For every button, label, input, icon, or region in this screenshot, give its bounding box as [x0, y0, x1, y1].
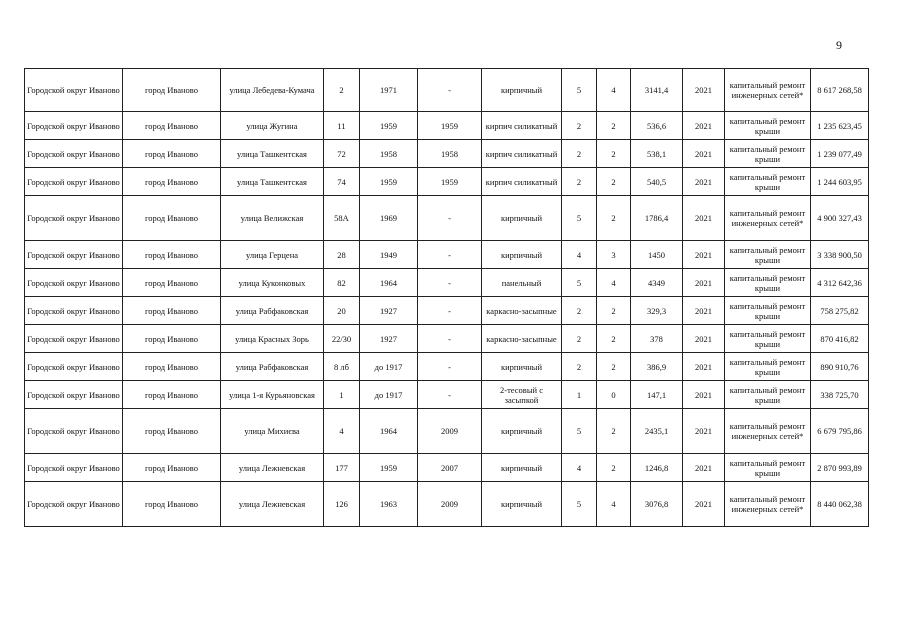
district-cell: Городской округ Иваново [25, 454, 123, 482]
plan-year-cell: 2021 [683, 482, 725, 527]
street-cell: улица Лебедева-Кумача [221, 69, 324, 112]
year-renovation-cell: - [418, 269, 482, 297]
year-renovation-cell: 1958 [418, 140, 482, 168]
area-cell: 538,1 [631, 140, 683, 168]
area-cell: 378 [631, 325, 683, 353]
floors-cell: 2 [562, 297, 597, 325]
district-cell: Городской округ Иваново [25, 381, 123, 409]
house-number-cell: 126 [324, 482, 360, 527]
year-built-cell: 1959 [360, 112, 418, 140]
city-cell: город Иваново [123, 353, 221, 381]
cost-cell: 870 416,82 [811, 325, 869, 353]
wall-material-cell: кирпичный [482, 69, 562, 112]
street-cell: улица Ташкентская [221, 140, 324, 168]
wall-material-cell: кирпичный [482, 241, 562, 269]
floors-cell: 5 [562, 196, 597, 241]
entrances-cell: 2 [597, 297, 631, 325]
house-number-cell: 8 лб [324, 353, 360, 381]
year-built-cell: 1958 [360, 140, 418, 168]
cost-cell: 8 440 062,38 [811, 482, 869, 527]
entrances-cell: 0 [597, 381, 631, 409]
cost-cell: 1 239 077,49 [811, 140, 869, 168]
table-row [25, 112, 869, 140]
table-row [25, 69, 869, 112]
table-row [25, 196, 869, 241]
work-type-cell: капитальный ремонт инженерных сетей* [725, 482, 811, 527]
house-number-cell: 20 [324, 297, 360, 325]
wall-material-cell: кирпич силикатный [482, 168, 562, 196]
wall-material-cell: кирпич силикатный [482, 140, 562, 168]
cost-cell: 758 275,82 [811, 297, 869, 325]
district-cell: Городской округ Иваново [25, 168, 123, 196]
city-cell: город Иваново [123, 241, 221, 269]
year-renovation-cell: - [418, 325, 482, 353]
district-cell: Городской округ Иваново [25, 112, 123, 140]
table-row [25, 353, 869, 381]
table-row [25, 409, 869, 454]
year-built-cell: 1959 [360, 454, 418, 482]
street-cell: улица Михиєва [221, 409, 324, 454]
district-cell: Городской округ Иваново [25, 140, 123, 168]
area-cell: 4349 [631, 269, 683, 297]
district-cell: Городской округ Иваново [25, 69, 123, 112]
plan-year-cell: 2021 [683, 140, 725, 168]
plan-year-cell: 2021 [683, 454, 725, 482]
house-number-cell: 28 [324, 241, 360, 269]
entrances-cell: 4 [597, 269, 631, 297]
year-built-cell: до 1917 [360, 381, 418, 409]
floors-cell: 2 [562, 325, 597, 353]
city-cell: город Иваново [123, 381, 221, 409]
floors-cell: 2 [562, 140, 597, 168]
wall-material-cell: кирпичный [482, 454, 562, 482]
city-cell: город Иваново [123, 454, 221, 482]
work-type-cell: капитальный ремонт крыши [725, 269, 811, 297]
plan-year-cell: 2021 [683, 325, 725, 353]
year-renovation-cell: 2009 [418, 482, 482, 527]
street-cell: улица Лежневская [221, 454, 324, 482]
year-built-cell: 1959 [360, 168, 418, 196]
year-renovation-cell: - [418, 353, 482, 381]
year-built-cell: 1964 [360, 409, 418, 454]
cost-cell: 4 900 327,43 [811, 196, 869, 241]
year-built-cell: 1971 [360, 69, 418, 112]
work-type-cell: капитальный ремонт крыши [725, 454, 811, 482]
year-renovation-cell: 2009 [418, 409, 482, 454]
entrances-cell: 2 [597, 196, 631, 241]
street-cell: улица Герцена [221, 241, 324, 269]
table-row [25, 325, 869, 353]
year-built-cell: 1949 [360, 241, 418, 269]
year-built-cell: 1927 [360, 325, 418, 353]
city-cell: город Иваново [123, 69, 221, 112]
wall-material-cell: кирпич силикатный [482, 112, 562, 140]
wall-material-cell: кирпичный [482, 409, 562, 454]
plan-year-cell: 2021 [683, 381, 725, 409]
area-cell: 3076,8 [631, 482, 683, 527]
area-cell: 540,5 [631, 168, 683, 196]
year-built-cell: до 1917 [360, 353, 418, 381]
area-cell: 1786,4 [631, 196, 683, 241]
house-number-cell: 1 [324, 381, 360, 409]
plan-year-cell: 2021 [683, 196, 725, 241]
floors-cell: 5 [562, 269, 597, 297]
wall-material-cell: кирпичный [482, 196, 562, 241]
street-cell: улица 1-я Курьяновская [221, 381, 324, 409]
housing-registry-table [24, 68, 869, 527]
city-cell: город Иваново [123, 196, 221, 241]
year-built-cell: 1963 [360, 482, 418, 527]
wall-material-cell: каркасно-засыпные [482, 325, 562, 353]
entrances-cell: 2 [597, 112, 631, 140]
area-cell: 1246,8 [631, 454, 683, 482]
house-number-cell: 177 [324, 454, 360, 482]
work-type-cell: капитальный ремонт инженерных сетей* [725, 69, 811, 112]
city-cell: город Иваново [123, 297, 221, 325]
district-cell: Городской округ Иваново [25, 297, 123, 325]
cost-cell: 338 725,70 [811, 381, 869, 409]
city-cell: город Иваново [123, 168, 221, 196]
street-cell: улица Ташкентская [221, 168, 324, 196]
year-renovation-cell: - [418, 69, 482, 112]
entrances-cell: 2 [597, 409, 631, 454]
entrances-cell: 4 [597, 482, 631, 527]
work-type-cell: капитальный ремонт крыши [725, 241, 811, 269]
year-renovation-cell: - [418, 381, 482, 409]
city-cell: город Иваново [123, 482, 221, 527]
table-row [25, 297, 869, 325]
work-type-cell: капитальный ремонт инженерных сетей* [725, 196, 811, 241]
area-cell: 329,3 [631, 297, 683, 325]
district-cell: Городской округ Иваново [25, 241, 123, 269]
wall-material-cell: каркасно-засыпные [482, 297, 562, 325]
year-renovation-cell: - [418, 196, 482, 241]
entrances-cell: 2 [597, 353, 631, 381]
cost-cell: 8 617 268,58 [811, 69, 869, 112]
cost-cell: 1 244 603,95 [811, 168, 869, 196]
year-renovation-cell: - [418, 241, 482, 269]
floors-cell: 5 [562, 409, 597, 454]
floors-cell: 4 [562, 241, 597, 269]
street-cell: улица Жугина [221, 112, 324, 140]
house-number-cell: 22/30 [324, 325, 360, 353]
house-number-cell: 72 [324, 140, 360, 168]
district-cell: Городской округ Иваново [25, 353, 123, 381]
cost-cell: 3 338 900,50 [811, 241, 869, 269]
floors-cell: 5 [562, 482, 597, 527]
plan-year-cell: 2021 [683, 297, 725, 325]
work-type-cell: капитальный ремонт инженерных сетей* [725, 409, 811, 454]
cost-cell: 890 910,76 [811, 353, 869, 381]
house-number-cell: 74 [324, 168, 360, 196]
city-cell: город Иваново [123, 112, 221, 140]
city-cell: город Иваново [123, 325, 221, 353]
area-cell: 2435,1 [631, 409, 683, 454]
work-type-cell: капитальный ремонт крыши [725, 353, 811, 381]
house-number-cell: 82 [324, 269, 360, 297]
floors-cell: 5 [562, 69, 597, 112]
floors-cell: 2 [562, 112, 597, 140]
table-row [25, 168, 869, 196]
year-renovation-cell: 1959 [418, 112, 482, 140]
floors-cell: 2 [562, 168, 597, 196]
plan-year-cell: 2021 [683, 269, 725, 297]
area-cell: 536,6 [631, 112, 683, 140]
city-cell: город Иваново [123, 140, 221, 168]
floors-cell: 2 [562, 353, 597, 381]
table-row [25, 482, 869, 527]
entrances-cell: 4 [597, 69, 631, 112]
cost-cell: 2 870 993,89 [811, 454, 869, 482]
plan-year-cell: 2021 [683, 112, 725, 140]
year-built-cell: 1969 [360, 196, 418, 241]
plan-year-cell: 2021 [683, 168, 725, 196]
table-row [25, 140, 869, 168]
area-cell: 3141,4 [631, 69, 683, 112]
street-cell: улица Велижская [221, 196, 324, 241]
street-cell: улица Рабфаковская [221, 297, 324, 325]
year-built-cell: 1927 [360, 297, 418, 325]
entrances-cell: 3 [597, 241, 631, 269]
area-cell: 147,1 [631, 381, 683, 409]
work-type-cell: капитальный ремонт крыши [725, 381, 811, 409]
district-cell: Городской округ Иваново [25, 409, 123, 454]
house-number-cell: 58А [324, 196, 360, 241]
plan-year-cell: 2021 [683, 409, 725, 454]
work-type-cell: капитальный ремонт крыши [725, 325, 811, 353]
area-cell: 386,9 [631, 353, 683, 381]
floors-cell: 1 [562, 381, 597, 409]
cost-cell: 6 679 795,86 [811, 409, 869, 454]
table-row [25, 241, 869, 269]
entrances-cell: 2 [597, 454, 631, 482]
work-type-cell: капитальный ремонт крыши [725, 140, 811, 168]
table-row [25, 269, 869, 297]
year-built-cell: 1964 [360, 269, 418, 297]
page-number: 9 [836, 38, 842, 52]
cost-cell: 4 312 642,36 [811, 269, 869, 297]
city-cell: город Иваново [123, 409, 221, 454]
city-cell: город Иваново [123, 269, 221, 297]
floors-cell: 4 [562, 454, 597, 482]
area-cell: 1450 [631, 241, 683, 269]
wall-material-cell: панельный [482, 269, 562, 297]
house-number-cell: 11 [324, 112, 360, 140]
work-type-cell: капитальный ремонт крыши [725, 112, 811, 140]
table-row [25, 454, 869, 482]
year-renovation-cell: 1959 [418, 168, 482, 196]
entrances-cell: 2 [597, 325, 631, 353]
wall-material-cell: кирпичный [482, 353, 562, 381]
street-cell: улица Красных Зорь [221, 325, 324, 353]
district-cell: Городской округ Иваново [25, 269, 123, 297]
street-cell: улица Лежневская [221, 482, 324, 527]
table-row [25, 381, 869, 409]
work-type-cell: капитальный ремонт крыши [725, 297, 811, 325]
work-type-cell: капитальный ремонт крыши [725, 168, 811, 196]
entrances-cell: 2 [597, 140, 631, 168]
house-number-cell: 4 [324, 409, 360, 454]
plan-year-cell: 2021 [683, 353, 725, 381]
district-cell: Городской округ Иваново [25, 482, 123, 527]
plan-year-cell: 2021 [683, 69, 725, 112]
district-cell: Городской округ Иваново [25, 325, 123, 353]
district-cell: Городской округ Иваново [25, 196, 123, 241]
cost-cell: 1 235 623,45 [811, 112, 869, 140]
street-cell: улица Куконковых [221, 269, 324, 297]
wall-material-cell: кирпичный [482, 482, 562, 527]
year-renovation-cell: - [418, 297, 482, 325]
year-renovation-cell: 2007 [418, 454, 482, 482]
street-cell: улица Рабфаковская [221, 353, 324, 381]
entrances-cell: 2 [597, 168, 631, 196]
plan-year-cell: 2021 [683, 241, 725, 269]
house-number-cell: 2 [324, 69, 360, 112]
wall-material-cell: 2-тесовый с засыпкой [482, 381, 562, 409]
